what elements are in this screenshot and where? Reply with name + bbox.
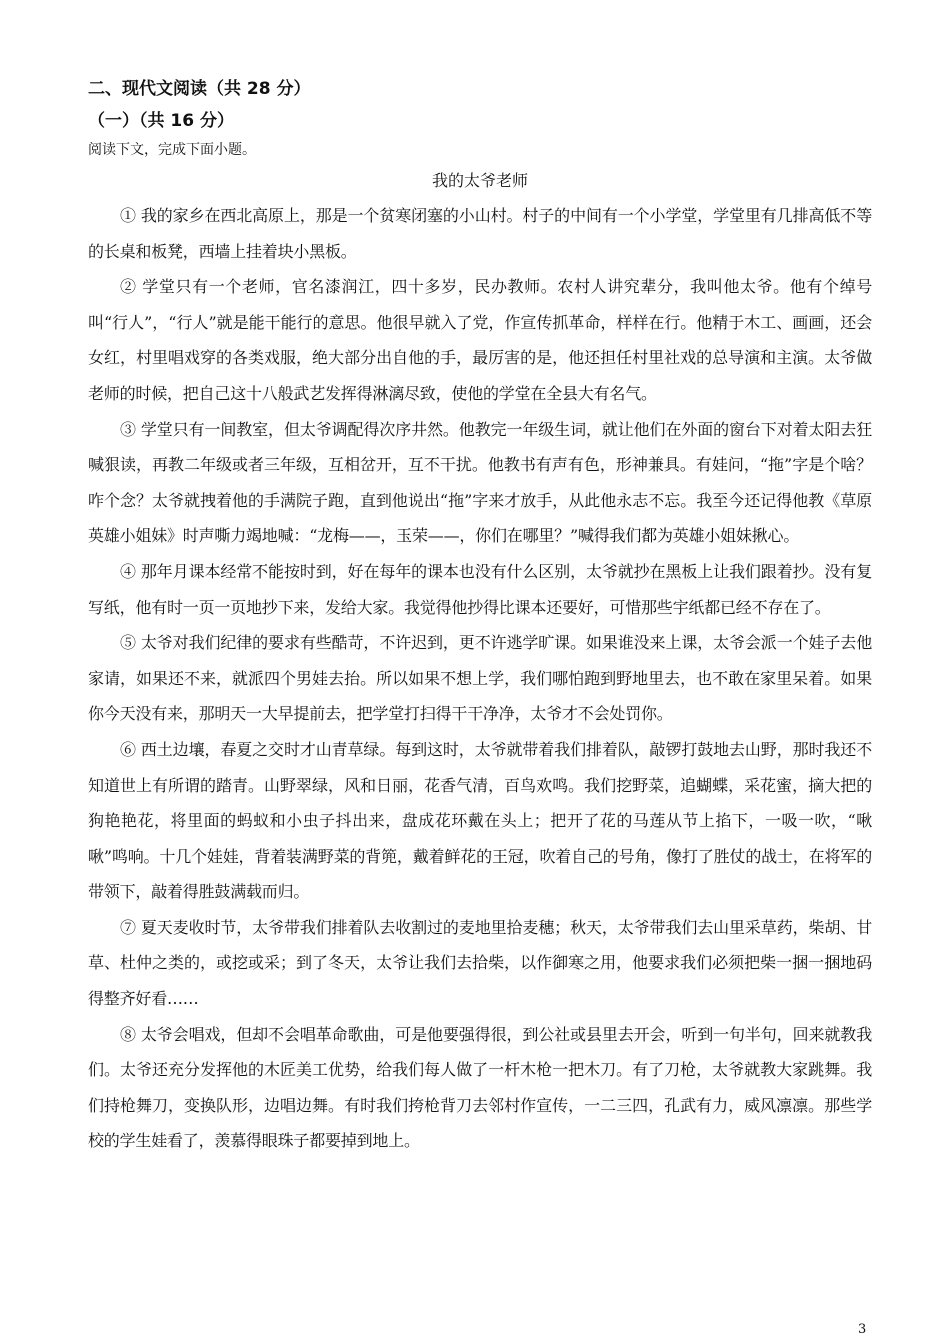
subsection-title: （一）（共 16 分） [88, 111, 234, 131]
paragraph-5: ⑤ 太爷对我们纪律的要求有些酷苛，不许迟到，更不许逃学旷课。如果谁没来上课，太爷会派一个娃子去他家请，如果还不来，就派四个男娃去抬。所以如果不想上学，我们哪怕跑到野地里去，也不敢在家里呆着。如果你今天没有来，那明天一大早提前去，把学堂打扫得干干净净，太爷才不会处罚你。 [88, 633, 872, 724]
article-body [88, 198, 872, 1159]
exam-page [88, 78, 872, 1159]
section-title: 二、现代文阅读（共 28 分） [88, 79, 311, 99]
paragraph-6: ⑥ 西土边壤，春夏之交时才山青草绿。每到这时，太爷就带着我们排着队，敲锣打鼓地去山野，那时我还不知道世上有所谓的踏青。山野翠绿，风和日丽，花香气清，百鸟欢鸣。我们挖野菜，追蝴蝶，采花蜜，摘大把的狗艳艳花，将里面的蚂蚁和小虫子抖出来，盘成花环戴在头上；把开了花的马莲从节上掐下，一吸一吹，“啾啾”鸣响。十几个娃娃，背着装满野菜的背篼，戴着鲜花的王冠，吹着自己的号角，像打了胜仗的战士，在将军的带领下，敲着得胜鼓满载而归。 [88, 739, 872, 902]
paragraph-7: ⑦ 夏天麦收时节，太爷带我们排着队去收割过的麦地里拾麦穗；秋天，太爷带我们去山里采草药，柴胡、甘草、杜仲之类的，或挖或采；到了冬天，太爷让我们去拾柴，以作御寒之用，他要求我们必须把柴一捆一捆地码得整齐好看…… [88, 917, 872, 1009]
paragraph-3: ③ 学堂只有一间教室，但太爷调配得次序井然。他教完一年级生词，就让他们在外面的窗台下对着太阳去狂喊狠读，再教二年级或者三年级，互相岔开，互不干扰。他教书有声有色，形神兼具。有娃问，“拖”字是个啥？咋个念？太爷就拽着他的手满院子跑，直到他说出“拖”字来才放手，从此他永志不忘。我至今还记得他教《草原英雄小姐妹》时声嘶力竭地喊：“龙梅——，玉荣——，你们在哪里？”喊得我们都为英雄小姐妹揪心。 [88, 419, 872, 546]
paragraph-4: ④ 那年月课本经常不能按时到，好在每年的课本也没有什么区别，太爷就抄在黑板上让我们跟着抄。没有复写纸，他有时一页一页地抄下来，发给大家。我觉得他抄得比课本还要好，可惜那些宇纸都已经不存在了。 [88, 561, 872, 617]
paragraph-1: ① 我的家乡在西北高原上，那是一个贫寒闭塞的小山村。村子的中间有一个小学堂，学堂里有几排高低不等的长桌和板凳，西墙上挂着块小黑板。 [88, 206, 872, 261]
paragraph-8: ⑧ 太爷会唱戏，但却不会唱革命歌曲，可是他要强得很，到公社或县里去开会，听到一句半句，回来就教我们。太爷还充分发挥他的木匠美工优势，给我们每人做了一杆木枪一把木刀。有了刀枪，太爷就教大家跳舞。我们持枪舞刀，变换队形，边唱边舞。有时我们挎枪背刀去邻村作宣传，一二三四，孔武有力，威风凛凛。那些学校的学生娃看了，羡慕得眼珠子都要掉到地上。 [88, 1024, 872, 1151]
reading-instruction: 阅读下文，完成下面小题。 [88, 142, 256, 158]
page-number: 3 [858, 1322, 867, 1337]
paragraph-2: ② 学堂只有一个老师，官名漆润江，四十多岁，民办教师。农村人讲究辈分，我叫他太爷。他有个绰号叫“行人”，“行人”就是能干能行的意思。他很早就入了党，作宣传抓革命，样样在行。他精于木工、画画，还会女红，村里唱戏穿的各类戏服，绝大部分出自他的手，最厉害的是，他还担任村里社戏的总导演和主演。太爷做老师的时候，把自己这十八般武艺发挥得淋漓尽致，使他的学堂在全县大有名气。 [88, 277, 872, 403]
article-title: 我的太爷老师 [431, 171, 528, 190]
